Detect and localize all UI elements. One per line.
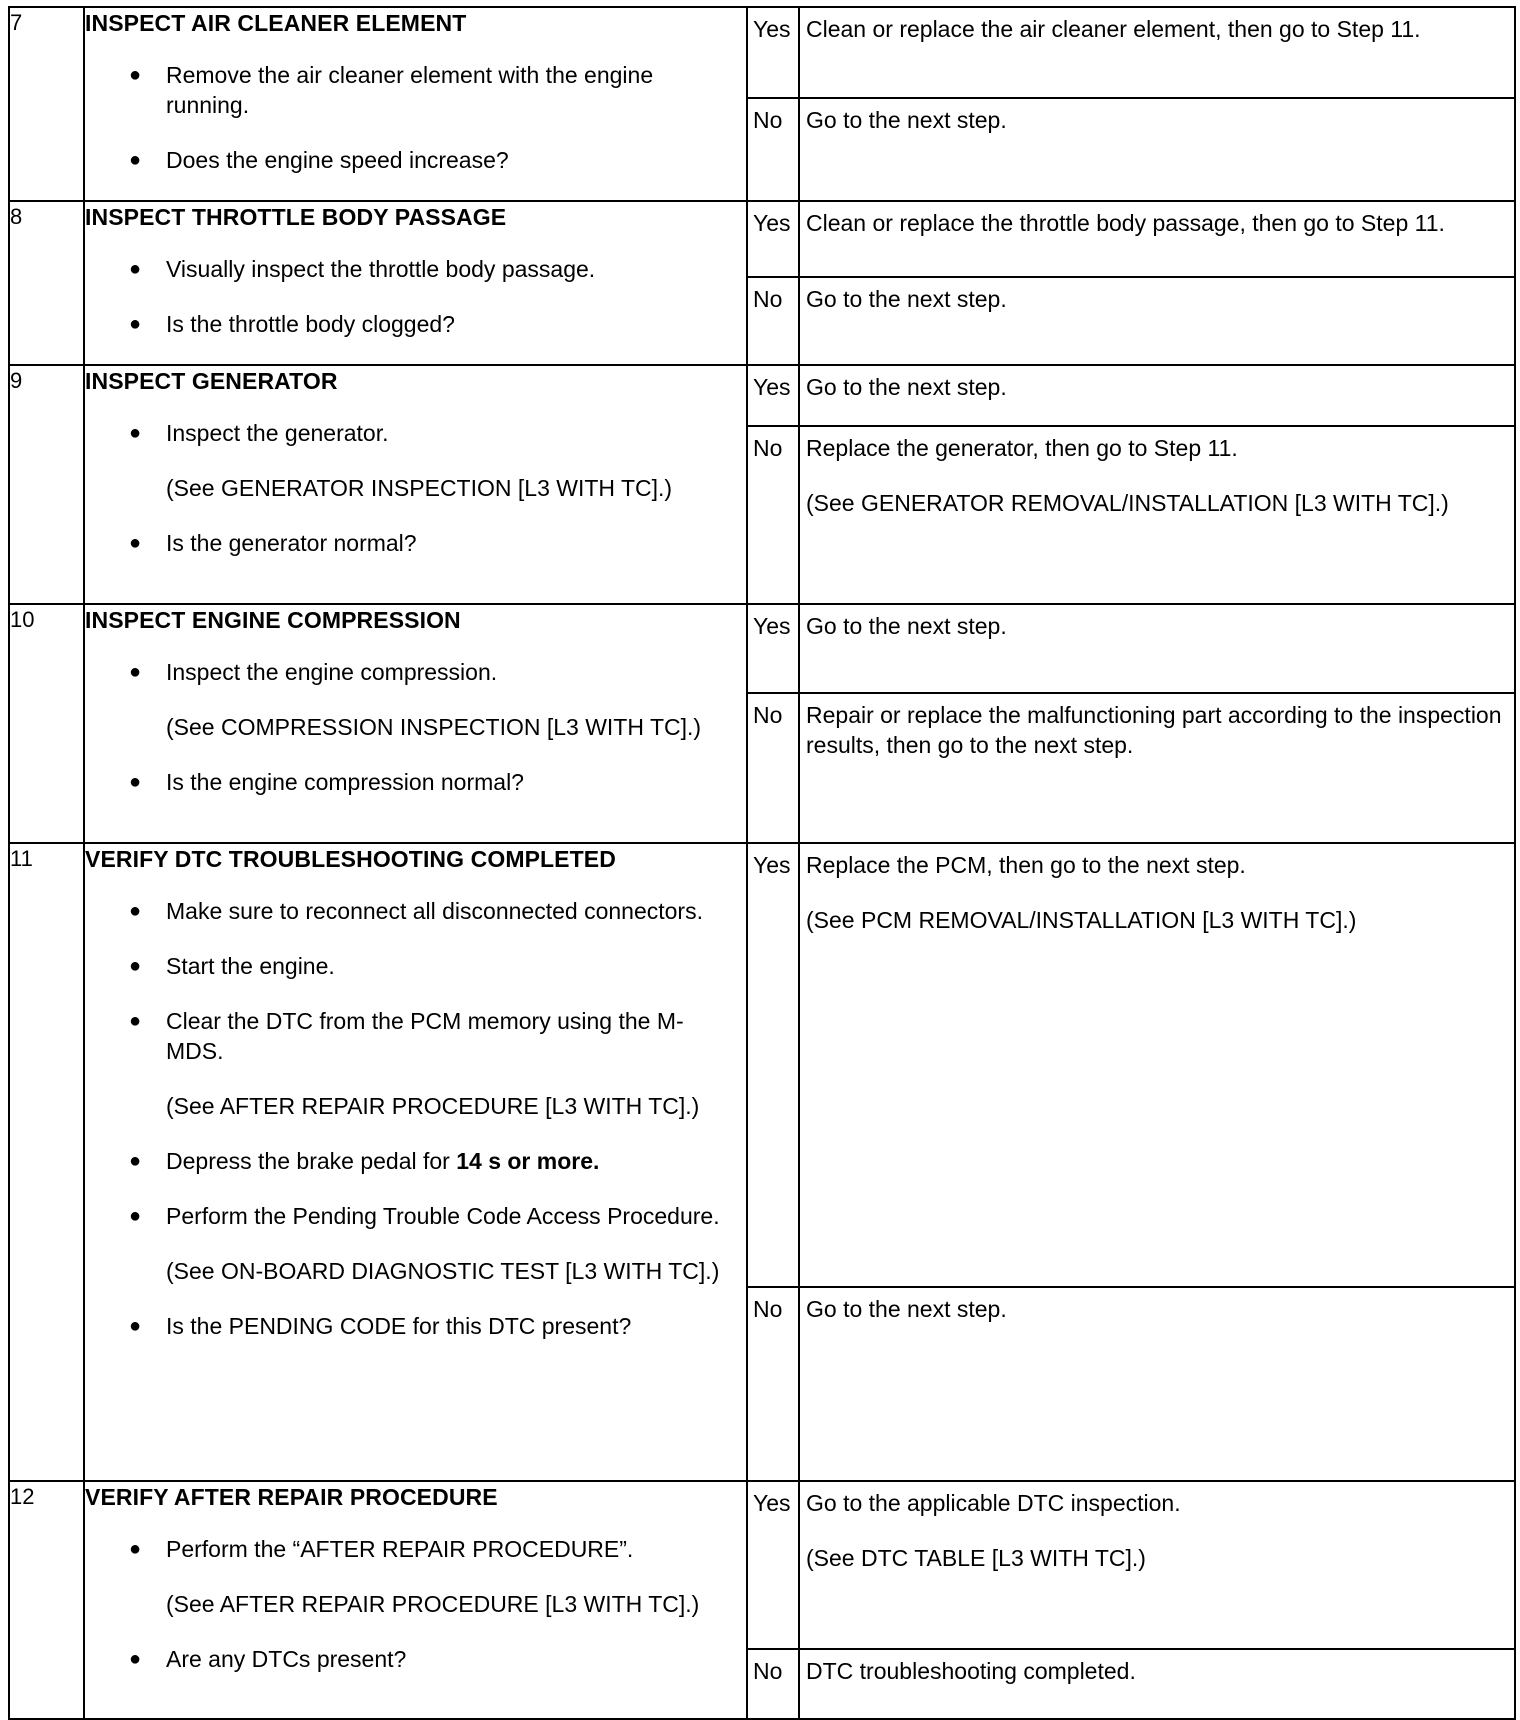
step-action-cell <box>84 7 747 201</box>
action-bullet: ● Visually inspect the throttle body passage. <box>85 254 746 284</box>
step-heading: INSPECT THROTTLE BODY PASSAGE <box>85 204 507 230</box>
action-bullet: ● Perform the “AFTER REPAIR PROCEDURE”. <box>85 1534 746 1564</box>
step-heading: INSPECT ENGINE COMPRESSION <box>85 607 461 633</box>
step-heading: VERIFY AFTER REPAIR PROCEDURE <box>85 1484 498 1510</box>
diagnostic-procedure-table <box>8 6 1516 1720</box>
yes-row <box>748 202 1514 278</box>
yes-label: Yes <box>748 8 800 97</box>
action-bullet: ● Perform the Pending Trouble Code Access Procedure. <box>85 1201 746 1231</box>
step-result-cell <box>747 365 1515 604</box>
action-bullet: ● Start the engine. <box>85 951 746 981</box>
step-heading: INSPECT GENERATOR <box>85 368 338 394</box>
step-number: 10 <box>9 604 84 843</box>
step-result-cell <box>747 201 1515 365</box>
no-text: Replace the generator, then go to Step 11. <box>806 435 1238 461</box>
yes-label: Yes <box>748 202 800 276</box>
step-row <box>9 843 1515 1481</box>
yes-row <box>748 844 1514 1288</box>
action-question: ● Are any DTCs present? <box>85 1644 746 1674</box>
step-number: 9 <box>9 365 84 604</box>
step-row <box>9 365 1515 604</box>
yes-text: Replace the PCM, then go to the next step. <box>806 852 1246 878</box>
no-label: No <box>748 1650 800 1718</box>
action-question: ● Is the PENDING CODE for this DTC present? <box>85 1311 746 1341</box>
no-text: Repair or replace the malfunctioning part according to the inspection results, then go to the next step. <box>806 702 1502 758</box>
yes-label: Yes <box>748 1482 800 1648</box>
action-reference: (See ON-BOARD DIAGNOSTIC TEST [L3 WITH TC].) <box>166 1258 720 1284</box>
step-number: 7 <box>9 7 84 201</box>
no-label: No <box>748 278 800 364</box>
yes-row <box>748 605 1514 694</box>
no-row <box>748 99 1514 200</box>
step-number: 11 <box>9 843 84 1481</box>
step-heading: INSPECT AIR CLEANER ELEMENT <box>85 10 467 36</box>
no-row <box>748 278 1514 364</box>
no-row <box>748 694 1514 842</box>
step-action-cell <box>84 843 747 1481</box>
yes-label: Yes <box>748 844 800 1286</box>
step-action-cell <box>84 1481 747 1719</box>
action-bullet: ● Inspect the generator. <box>85 418 746 448</box>
yes-row <box>748 366 1514 427</box>
yes-reference: (See PCM REMOVAL/INSTALLATION [L3 WITH TC].) <box>806 907 1357 933</box>
action-question: ● Is the throttle body clogged? <box>85 309 746 339</box>
action-question: ● Is the generator normal? <box>85 528 746 558</box>
step-result-cell <box>747 604 1515 843</box>
action-emphasis: 14 s or more <box>456 1148 594 1174</box>
yes-text: Go to the next step. <box>806 374 1007 400</box>
table-body <box>9 7 1515 1719</box>
no-label: No <box>748 694 800 842</box>
step-result-cell <box>747 1481 1515 1719</box>
action-bullet: ● Inspect the engine compression. <box>85 657 746 687</box>
no-row <box>748 1288 1514 1480</box>
no-label: No <box>748 1288 800 1480</box>
yes-row <box>748 8 1514 99</box>
action-bullet <box>85 1146 746 1176</box>
no-text: Go to the next step. <box>806 286 1007 312</box>
yes-label: Yes <box>748 366 800 425</box>
step-heading: VERIFY DTC TROUBLESHOOTING COMPLETED <box>85 846 616 872</box>
step-row <box>9 604 1515 843</box>
action-bullet: ● Make sure to reconnect all disconnected connectors. <box>85 896 746 926</box>
no-text: Go to the next step. <box>806 1296 1007 1322</box>
step-result-cell <box>747 843 1515 1481</box>
step-result-cell <box>747 7 1515 201</box>
no-label: No <box>748 99 800 200</box>
action-emphasis-end: . <box>593 1148 600 1174</box>
action-reference: (See AFTER REPAIR PROCEDURE [L3 WITH TC].) <box>166 1093 700 1119</box>
yes-text: Go to the next step. <box>806 613 1007 639</box>
step-action-cell <box>84 365 747 604</box>
no-reference: (See GENERATOR REMOVAL/INSTALLATION [L3 WITH TC].) <box>806 490 1449 516</box>
action-question: ● Is the engine compression normal? <box>85 767 746 797</box>
yes-label: Yes <box>748 605 800 692</box>
yes-text: Clean or replace the air cleaner element, then go to Step 11. <box>806 16 1421 42</box>
action-reference: (See COMPRESSION INSPECTION [L3 WITH TC].) <box>166 714 702 740</box>
action-bullet: ● Remove the air cleaner element with the engine running. <box>85 60 746 120</box>
yes-row <box>748 1482 1514 1650</box>
step-number: 12 <box>9 1481 84 1719</box>
step-action-cell <box>84 201 747 365</box>
step-action-cell <box>84 604 747 843</box>
action-reference: (See AFTER REPAIR PROCEDURE [L3 WITH TC].) <box>166 1591 700 1617</box>
action-bullet: ● Clear the DTC from the PCM memory using the M-MDS. <box>85 1006 746 1066</box>
step-row <box>9 1481 1515 1719</box>
yes-reference: (See DTC TABLE [L3 WITH TC].) <box>806 1545 1146 1571</box>
no-text: DTC troubleshooting completed. <box>806 1658 1136 1684</box>
action-reference: (See GENERATOR INSPECTION [L3 WITH TC].) <box>166 475 673 501</box>
step-row <box>9 201 1515 365</box>
yes-text: Go to the applicable DTC inspection. <box>806 1490 1181 1516</box>
no-row <box>748 1650 1514 1718</box>
no-label: No <box>748 427 800 603</box>
step-row <box>9 7 1515 201</box>
step-number: 8 <box>9 201 84 365</box>
no-text: Go to the next step. <box>806 107 1007 133</box>
yes-text: Clean or replace the throttle body passage, then go to Step 11. <box>806 210 1445 236</box>
action-question: ● Does the engine speed increase? <box>85 145 746 175</box>
action-text: Depress the brake pedal for <box>166 1148 457 1174</box>
no-row <box>748 427 1514 603</box>
